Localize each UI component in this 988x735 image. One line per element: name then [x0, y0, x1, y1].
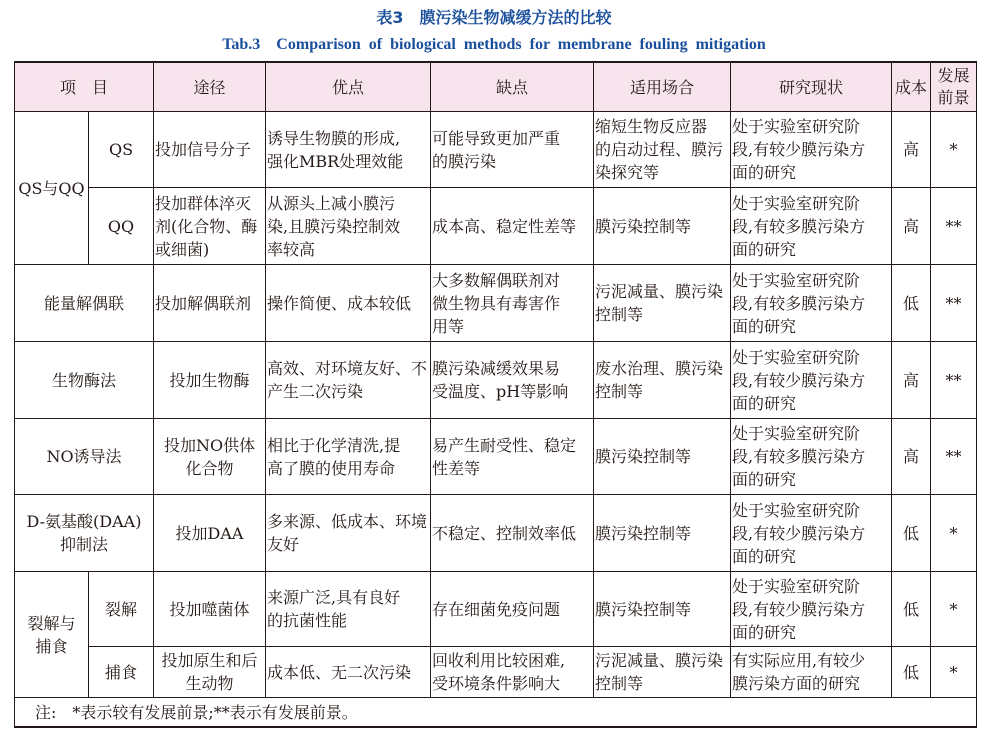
prospect-cell: ** — [931, 342, 977, 419]
cost-cell: 低 — [892, 495, 931, 572]
pros-cell: 来源广泛,具有良好 的抗菌性能 — [266, 572, 431, 647]
table-row — [15, 419, 977, 495]
route-cell: 投加信号分子 — [154, 112, 266, 188]
status-cell: 处于实验室研究阶 段,有较多膜污染方 面的研究 — [731, 188, 892, 265]
prospect-cell: ** — [931, 419, 977, 495]
table-row — [15, 112, 977, 188]
route-cell: 投加解偶联剂 — [154, 265, 266, 342]
cons-cell: 存在细菌免疫问题 — [431, 572, 594, 647]
table-row — [15, 572, 977, 647]
status-cell: 处于实验室研究阶 段,有较多膜污染方 面的研究 — [731, 265, 892, 342]
scene-cell: 污泥减量、膜污染 控制等 — [594, 265, 731, 342]
cost-cell: 低 — [892, 572, 931, 647]
header-pros: 优点 — [266, 62, 431, 112]
scene-cell: 膜污染控制等 — [594, 419, 731, 495]
route-cell: 投加NO供体 化合物 — [154, 419, 266, 495]
table-title-cn: 表3 膜污染生物减缓方法的比较 — [376, 8, 612, 27]
cost-cell: 高 — [892, 112, 931, 188]
table-row — [15, 265, 977, 342]
status-cell: 处于实验室研究阶 段,有较少膜污染方 面的研究 — [731, 112, 892, 188]
cons-cell: 膜污染减缓效果易 受温度、pH等影响 — [431, 342, 594, 419]
route-cell: 投加噬菌体 — [154, 572, 266, 647]
header-scene: 适用场合 — [594, 62, 731, 112]
route-cell: 投加群体淬灭 剂(化合物、酶 或细菌) — [154, 188, 266, 265]
table-row — [15, 495, 977, 572]
pros-cell: 成本低、无二次污染 — [266, 647, 431, 698]
scene-cell: 废水治理、膜污染 控制等 — [594, 342, 731, 419]
table-row — [15, 342, 977, 419]
item-cell: 裂解 — [89, 572, 154, 647]
route-cell: 投加生物酶 — [154, 342, 266, 419]
pros-cell: 多来源、低成本、环境 友好 — [266, 495, 431, 572]
route-cell: 投加DAA — [154, 495, 266, 572]
cost-cell: 高 — [892, 419, 931, 495]
header-item: 项 目 — [15, 62, 154, 112]
prospect-cell: ** — [931, 188, 977, 265]
note-row — [15, 698, 977, 728]
cons-cell: 不稳定、控制效率低 — [431, 495, 594, 572]
cost-cell: 低 — [892, 265, 931, 342]
table-row — [15, 647, 977, 698]
cons-cell: 回收利用比较困难, 受环境条件影响大 — [431, 647, 594, 698]
item-cell: 生物酶法 — [15, 342, 154, 419]
status-cell: 处于实验室研究阶 段,有较少膜污染方 面的研究 — [731, 572, 892, 647]
comparison-table — [14, 61, 977, 728]
header-prospect: 发展 前景 — [931, 62, 977, 112]
prospect-cell: ** — [931, 265, 977, 342]
pros-cell: 高效、对环境友好、不 产生二次污染 — [266, 342, 431, 419]
cost-cell: 高 — [892, 188, 931, 265]
item-cell: D-氨基酸(DAA) 抑制法 — [15, 495, 154, 572]
cons-cell: 成本高、稳定性差等 — [431, 188, 594, 265]
scene-cell: 膜污染控制等 — [594, 188, 731, 265]
item-cell: 能量解偶联 — [15, 265, 154, 342]
status-cell: 处于实验室研究阶 段,有较少膜污染方 面的研究 — [731, 495, 892, 572]
status-cell: 处于实验室研究阶 段,有较少膜污染方 面的研究 — [731, 342, 892, 419]
header-row — [15, 62, 977, 112]
prospect-cell: * — [931, 495, 977, 572]
cost-cell: 高 — [892, 342, 931, 419]
group-cell: 裂解与 捕食 — [15, 572, 89, 698]
prospect-cell: * — [931, 112, 977, 188]
header-status: 研究现状 — [731, 62, 892, 112]
route-cell: 投加原生和后 生动物 — [154, 647, 266, 698]
group-cell: QS与QQ — [15, 112, 89, 265]
pros-cell: 从源头上减小膜污 染,且膜污染控制效 率较高 — [266, 188, 431, 265]
item-cell: QS — [89, 112, 154, 188]
table-row — [15, 188, 977, 265]
scene-cell: 污泥减量、膜污染 控制等 — [594, 647, 731, 698]
cost-cell: 低 — [892, 647, 931, 698]
status-cell: 有实际应用,有较少 膜污染方面的研究 — [731, 647, 892, 698]
pros-cell: 相比于化学清洗,提 高了膜的使用寿命 — [266, 419, 431, 495]
cons-cell: 易产生耐受性、稳定 性差等 — [431, 419, 594, 495]
header-route: 途径 — [154, 62, 266, 112]
header-cons: 缺点 — [431, 62, 594, 112]
item-cell: NO诱导法 — [15, 419, 154, 495]
cons-cell: 大多数解偶联剂对 微生物具有毒害作 用等 — [431, 265, 594, 342]
pros-cell: 诱导生物膜的形成, 强化MBR处理效能 — [266, 112, 431, 188]
status-cell: 处于实验室研究阶 段,有较多膜污染方 面的研究 — [731, 419, 892, 495]
scene-cell: 膜污染控制等 — [594, 572, 731, 647]
table-title-en: Tab.3 Comparison of biological methods for membrane fouling mitigation — [222, 36, 766, 53]
prospect-cell: * — [931, 647, 977, 698]
pros-cell: 操作简便、成本较低 — [266, 265, 431, 342]
cons-cell: 可能导致更加严重 的膜污染 — [431, 112, 594, 188]
item-cell: QQ — [89, 188, 154, 265]
header-cost: 成本 — [892, 62, 931, 112]
scene-cell: 膜污染控制等 — [594, 495, 731, 572]
item-cell: 捕食 — [89, 647, 154, 698]
table-note: 注: *表示较有发展前景;**表示有发展前景。 — [15, 698, 977, 728]
prospect-cell: * — [931, 572, 977, 647]
scene-cell: 缩短生物反应器 的启动过程、膜污 染探究等 — [594, 112, 731, 188]
